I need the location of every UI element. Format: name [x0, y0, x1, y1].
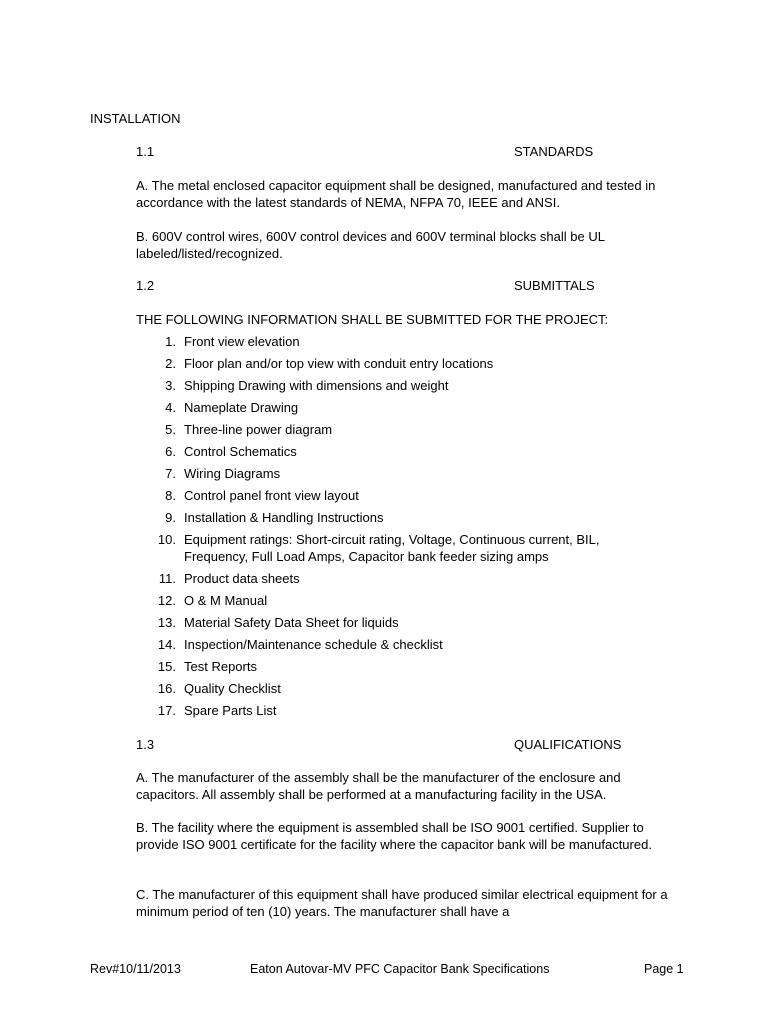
list-item — [136, 531, 630, 565]
list-item-number: 15. — [157, 659, 176, 674]
list-item — [136, 658, 696, 675]
list-item — [136, 465, 696, 482]
list-item-number: 1. — [165, 334, 176, 349]
list-item-text: Installation & Handling Instructions — [184, 510, 384, 525]
list-item-number: 5. — [165, 422, 176, 437]
list-item-number: 2. — [165, 356, 176, 371]
list-item — [136, 680, 696, 697]
list-item-text: O & M Manual — [184, 593, 268, 608]
list-item — [136, 333, 696, 350]
list-item-number: 8. — [165, 488, 176, 503]
list-item-number: 4. — [165, 400, 176, 415]
footer-title: Eaton Autovar-MV PFC Capacitor Bank Specifications — [250, 962, 550, 976]
list-item-text: Quality Checklist — [184, 681, 281, 696]
standards-paragraph-b: B. 600V control wires, 600V control devices and 600V terminal blocks shall be UL labeled/listed/recognized. — [136, 229, 605, 261]
list-item — [136, 399, 696, 416]
list-item-text: Shipping Drawing with dimensions and weight — [184, 378, 449, 393]
section-title-qualifications: QUALIFICATIONS — [514, 737, 622, 752]
list-item-text: Inspection/Maintenance schedule & checklist — [184, 637, 443, 652]
list-item-number: 13. — [157, 615, 176, 630]
list-item — [136, 702, 696, 719]
list-item — [136, 487, 696, 504]
list-item-number: 3. — [165, 378, 176, 393]
list-item-number: 11. — [158, 571, 176, 586]
submittals-list — [136, 333, 696, 724]
submittals-intro: THE FOLLOWING INFORMATION SHALL BE SUBMITTED FOR THE PROJECT: — [136, 312, 609, 327]
list-item-number: 14. — [157, 637, 176, 652]
list-item — [136, 421, 696, 438]
list-item-number: 16. — [157, 681, 176, 696]
list-item-text: Test Reports — [184, 659, 257, 674]
list-item — [136, 636, 696, 653]
list-item — [136, 509, 696, 526]
list-item — [136, 614, 696, 631]
section-number-1-2: 1.2 — [136, 278, 155, 293]
list-item-number: 9. — [165, 510, 176, 525]
list-item-number: 12. — [157, 593, 176, 608]
list-item-text: Spare Parts List — [184, 703, 277, 718]
section-number-1-1: 1.1 — [136, 144, 155, 159]
list-item — [136, 377, 696, 394]
list-item-text: Nameplate Drawing — [184, 400, 299, 415]
list-item-text: Wiring Diagrams — [184, 466, 281, 481]
section-title-standards: STANDARDS — [514, 144, 594, 159]
list-item-number: 10. — [157, 532, 176, 547]
list-item — [136, 443, 696, 460]
list-item-text: Control Schematics — [184, 444, 297, 459]
footer-page-number: Page 1 — [644, 962, 684, 976]
list-item — [136, 355, 696, 372]
qualifications-paragraph-a: A. The manufacturer of the assembly shall be the manufacturer of the enclosure and capacitors. All assembly shall be performed at a manufacturing facility in the USA. — [136, 770, 621, 802]
list-item — [136, 592, 696, 609]
list-item-text: Product data sheets — [184, 571, 300, 586]
list-item-number: 6. — [165, 444, 176, 459]
list-item-text: Floor plan and/or top view with conduit entry locations — [184, 356, 494, 371]
list-item-text: Material Safety Data Sheet for liquids — [184, 615, 399, 630]
section-number-1-3: 1.3 — [136, 737, 155, 752]
qualifications-paragraph-b: B. The facility where the equipment is assembled shall be ISO 9001 certified. Supplier to provide ISO 9001 certificate for the facility where the capacitor bank will be manufactured. — [136, 820, 652, 852]
list-item-number: 17. — [157, 703, 176, 718]
list-item — [136, 570, 696, 587]
footer-revision: Rev#10/11/2013 — [90, 962, 181, 976]
standards-paragraph-a: A. The metal enclosed capacitor equipment shall be designed, manufactured and tested in accordance with the latest standards of NEMA, NFPA 70, IEEE and ANSI. — [136, 178, 656, 210]
list-item-text: Control panel front view layout — [184, 488, 359, 503]
list-item-number: 7. — [165, 466, 176, 481]
qualifications-paragraph-c: C. The manufacturer of this equipment shall have produced similar electrical equipment for a minimum period of ten (10) years. The manufacturer shall have a — [136, 887, 668, 919]
section-title-submittals: SUBMITTALS — [514, 278, 595, 293]
list-item-text: Front view elevation — [184, 334, 300, 349]
page-heading: INSTALLATION — [90, 111, 181, 126]
list-item-text: Three-line power diagram — [184, 422, 333, 437]
list-item-text: Equipment ratings: Short-circuit rating, Voltage, Continuous current, BIL, Frequency, Full Load Amps, Capacitor bank feeder sizing amps — [184, 532, 600, 564]
